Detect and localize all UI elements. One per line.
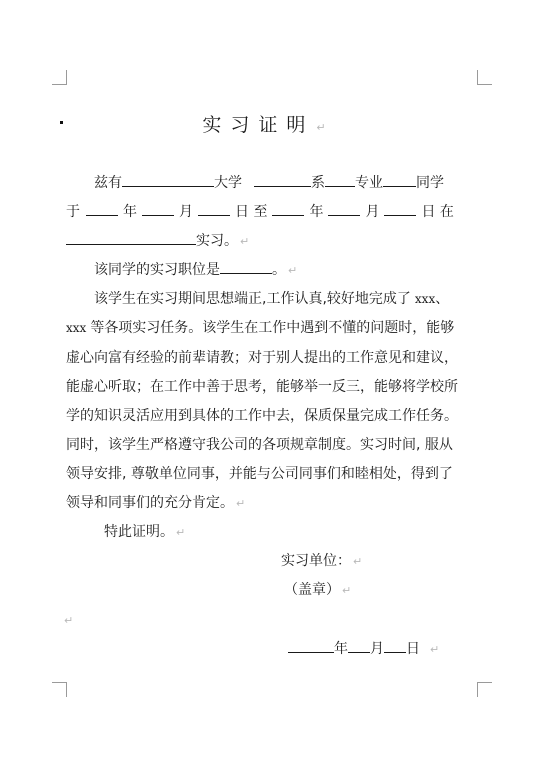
paragraph-mark-icon: ↵ [240, 235, 250, 248]
para3-line5: 学的知识灵活应用到具体的工作中去，保质保量完成工作任务。 [66, 408, 458, 424]
paragraph-mark-icon: ↵ [176, 526, 186, 539]
para1-text: 年 [123, 204, 137, 220]
para2-line [94, 260, 297, 281]
para1-line3 [66, 231, 249, 252]
certify-text: 特此证明。 [104, 524, 174, 540]
document-title [0, 110, 537, 137]
para3-text: xxx [414, 292, 436, 306]
para3-text: 领导和同事们的充分肯定。 [66, 495, 234, 511]
para3-text: 等各项实习任务。该学生在工作中遇到不懂的问题时，能够 [90, 320, 455, 336]
unit-label: 实习单位： [281, 553, 351, 569]
para2-text: 。 [272, 262, 286, 278]
para3-line4: 能虚心听取；在工作中善于思考，能够举一反三，能够将学校所 [66, 379, 458, 395]
date-day-label: 日 [406, 641, 420, 657]
para1-text: 于 [66, 204, 80, 220]
blank-position[interactable] [220, 260, 272, 274]
paragraph-mark-icon: ↵ [342, 584, 352, 597]
crop-mark-bottom-right [477, 682, 492, 697]
para3-text: 该学生在实习期间思想端正,工作认真,较好地完成了 [94, 291, 411, 307]
title-text: 实习证明 [202, 114, 315, 136]
blank-university[interactable] [122, 173, 214, 187]
seal-line [284, 580, 351, 601]
para3-line7: 领导安排, 尊敬单位同事，并能与公司同事们和睦相处，得到了 [66, 466, 453, 482]
empty-line [62, 610, 73, 631]
para1-text: 系 [311, 175, 325, 191]
para3-line1 [94, 289, 449, 309]
paragraph-mark-icon: ↵ [64, 614, 74, 627]
para3-text: 、 [435, 291, 450, 307]
paragraph-mark-icon: ↵ [236, 497, 246, 510]
blank-sign-month[interactable] [348, 639, 370, 653]
date-line [288, 639, 439, 660]
blank-student[interactable] [383, 173, 416, 187]
para3-line6: 同时，该学生严格遵守我公司的各项规章制度。实习时间, 服从 [66, 437, 453, 453]
blank-start-day[interactable] [198, 202, 230, 216]
para1-text: 月 [365, 204, 380, 220]
para1-line1 [94, 173, 444, 193]
para1-text: 日 在 [421, 204, 454, 220]
para1-text: 月 [179, 204, 193, 220]
blank-end-year[interactable] [272, 202, 304, 216]
para2-text: 该同学的实习职位是 [94, 262, 220, 278]
blank-end-month[interactable] [328, 202, 360, 216]
blank-start-month[interactable] [142, 202, 174, 216]
paragraph-mark-icon: ↵ [353, 555, 363, 568]
seal-label: （盖章） [284, 582, 340, 598]
para1-text: 专业 [355, 175, 383, 191]
blank-sign-day[interactable] [384, 639, 406, 653]
para1-text: 大学 [214, 175, 242, 191]
blank-department[interactable] [254, 173, 311, 187]
paragraph-mark-icon: ↵ [430, 643, 440, 656]
blank-sign-year[interactable] [288, 639, 334, 653]
para3-line8 [66, 493, 245, 514]
paragraph-mark-icon: ↵ [316, 121, 335, 134]
crop-mark-bottom-left [52, 682, 67, 697]
crop-mark-top-left [52, 70, 67, 85]
blank-start-year[interactable] [86, 202, 118, 216]
para3-line3: 虚心向富有经验的前辈请教；对于别人提出的工作意见和建议， [66, 350, 458, 366]
paragraph-mark-icon: ↵ [288, 264, 298, 277]
blank-company[interactable] [66, 231, 196, 245]
blank-major[interactable] [325, 173, 355, 187]
crop-mark-top-right [477, 70, 492, 85]
para1-text: 同学 [416, 175, 444, 191]
date-month-label: 月 [370, 641, 384, 657]
date-year-label: 年 [334, 641, 348, 657]
para1-text: 年 [309, 204, 324, 220]
para1-text: 实习。 [196, 233, 238, 249]
para1-line2 [66, 202, 454, 222]
para4-line [104, 522, 185, 543]
blank-end-day[interactable] [384, 202, 416, 216]
unit-line [281, 551, 362, 572]
para1-text: 日 至 [235, 204, 268, 220]
para3-text: xxx [66, 321, 87, 335]
para3-line2 [66, 318, 454, 338]
para1-text: 兹有 [94, 175, 122, 191]
